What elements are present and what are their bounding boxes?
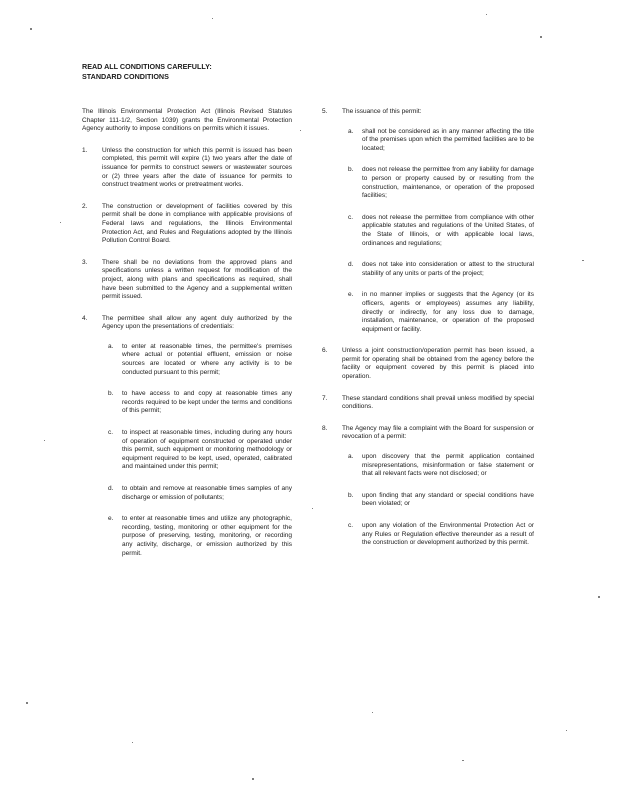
subitem-text: to have access to and copy at reasonable times any records required to be kept under the terms and conditions of this permit; <box>122 390 292 415</box>
subitem-letter: b. <box>348 491 354 499</box>
condition-3 <box>82 259 292 302</box>
condition-number: 1. <box>82 146 88 154</box>
condition-8a <box>342 453 534 479</box>
subitem-text: shall not be considered as in any manner affecting the title of the premises upon which the permitted facilities are to be located; <box>362 127 534 152</box>
subitem-letter: a. <box>108 342 114 350</box>
condition-text: These standard conditions shall prevail unless modified by special conditions. <box>342 394 534 411</box>
condition-text: The issuance of this permit: <box>342 108 422 115</box>
subitem-letter: a. <box>348 453 354 461</box>
scan-speck <box>598 596 600 598</box>
condition-5 <box>322 108 534 334</box>
scan-speck <box>300 130 301 131</box>
condition-5b <box>342 166 534 200</box>
subitem-letter: c. <box>348 213 354 221</box>
condition-number: 2. <box>82 202 88 210</box>
condition-4-subitems <box>102 343 292 558</box>
scan-speck <box>44 440 45 441</box>
condition-8b <box>342 492 534 509</box>
subitem-text: upon any violation of the Environmental Protection Act or any Rules or Regulation effective thereunder as a result of the construction or development authorized by this permit. <box>362 522 534 547</box>
subitem-letter: c. <box>348 522 354 529</box>
condition-5c <box>342 214 534 248</box>
scan-speck <box>60 222 61 223</box>
condition-4c <box>102 429 292 472</box>
scan-speck <box>212 18 213 19</box>
subitem-text: to obtain and remove at reasonable times samples of any discharge or emission of pollutants; <box>122 485 292 501</box>
scan-speck <box>486 14 487 15</box>
condition-6 <box>322 347 534 381</box>
subitem-text: to enter at reasonable times, the permittee's premises where actual or potential effluent, emission or noise sources are located or where any activity is to be conducted pursuant to this permit; <box>122 342 292 376</box>
subitem-text: does not take into consideration or attest to the structural stability of any units or parts of the project; <box>362 261 534 277</box>
subitem-letter: b. <box>348 166 354 174</box>
subitem-text: in no manner implies or suggests that the Agency (or its officers, agents or employees) assumes any liability, directly or indirectly, for any loss due to damage, installation, maintenance, or operation of the proposed equipment or facility. <box>362 291 534 333</box>
subitem-text: to inspect at reasonable times, including during any hours of operation of equipment constructed or operated under this permit, such equipment or monitoring methodology or equipment required to be kept, used, operated, calibrated and maintained under this permit; <box>122 429 292 471</box>
scan-speck <box>582 260 584 261</box>
heading-read-all: READ ALL CONDITIONS CAREFULLY: <box>82 62 212 71</box>
condition-number: 4. <box>82 314 88 322</box>
scan-speck <box>252 778 254 780</box>
scan-speck <box>372 712 373 713</box>
subitem-letter: e. <box>348 291 354 299</box>
subitem-letter: a. <box>348 127 354 135</box>
heading-standard-conditions: STANDARD CONDITIONS <box>82 72 169 81</box>
scan-speck <box>132 742 133 743</box>
right-column <box>322 108 534 561</box>
condition-number: 5. <box>322 108 328 115</box>
subitem-letter: e. <box>108 515 114 523</box>
condition-7 <box>322 395 534 412</box>
condition-4d <box>102 485 292 502</box>
condition-text: The permittee shall allow any agent duly authorized by the Agency upon the presentations of credentials: <box>102 314 292 331</box>
condition-8 <box>322 425 534 548</box>
condition-8-subitems <box>342 453 534 548</box>
subitem-text: upon finding that any standard or special conditions have been violated; or <box>362 491 534 508</box>
subitem-letter: c. <box>108 429 114 437</box>
subitem-letter: b. <box>108 390 114 398</box>
scan-speck <box>566 730 567 731</box>
subitem-text: upon discovery that the permit application contained misrepresentations, misinformation or false statement or that all relevant facts were not disclosed; or <box>362 453 534 478</box>
scan-speck <box>30 28 32 30</box>
condition-text: Unless a joint construction/operation permit has been issued, a permit for operating shall be obtained from the agency before the facility or equipment covered by this permit is placed into operation. <box>342 347 534 381</box>
condition-4 <box>82 315 292 558</box>
scan-speck <box>462 760 464 761</box>
subitem-text: to enter at reasonable times and utilize any photographic, recording, testing, monitoring or other equipment for the purpose of preserving, testing, monitoring, or recording any activity, discharge, or emission authorized by this permit. <box>122 515 292 557</box>
scan-speck <box>540 36 542 38</box>
subitem-letter: d. <box>108 485 114 492</box>
condition-5e <box>342 291 534 334</box>
subitem-text: does not release the permittee from compliance with other applicable statutes and regulations of the United States, of the State of Illinois, or with applicable local laws, ordinances and regulations; <box>362 213 534 247</box>
subitem-text: does not release the permittee from any liability for damage to person or property caused by or resulting from the construction, maintenance, or operation of the proposed facilities; <box>362 166 534 200</box>
scan-speck <box>312 508 313 509</box>
condition-text: The Agency may file a complaint with the Board for suspension or revocation of a permit: <box>342 424 534 441</box>
condition-number: 3. <box>82 258 88 266</box>
condition-number: 8. <box>322 424 328 432</box>
condition-text: There shall be no deviations from the approved plans and specifications unless a written request for modification of the project, along with plans and specifications as required, shall have been submitted to the Agency and a supplemental written permit issued. <box>102 258 292 301</box>
condition-4b <box>102 390 292 416</box>
condition-4a <box>102 343 292 377</box>
left-column <box>82 108 292 571</box>
subitem-letter: d. <box>348 261 354 269</box>
condition-number: 7. <box>322 394 328 402</box>
intro-paragraph: The Illinois Environmental Protection Act (Illinois Revised Statutes Chapter 111-1/2, Section 1039) grants the Environmental Protection Agency authority to impose conditions on permits which it issues. <box>82 108 292 133</box>
condition-4e <box>102 515 292 558</box>
condition-8c <box>342 522 534 548</box>
condition-number: 6. <box>322 347 328 355</box>
condition-text: Unless the construction for which this permit is issued has been completed, this permit will expire (1) two years after the date of issuance for permits to construct sewers or wastewater sources or (2) three years after the date of issuance for permits to construct treatment works or pretreatment works. <box>102 146 292 189</box>
condition-2 <box>82 203 292 246</box>
conditions-heading <box>82 62 212 82</box>
condition-5d <box>342 261 534 278</box>
condition-5-subitems <box>342 128 534 335</box>
condition-5a <box>342 128 534 154</box>
condition-1 <box>82 147 292 190</box>
scan-speck <box>26 702 28 704</box>
condition-text: The construction or development of facilities covered by this permit shall be done in compliance with applicable provisions of Federal laws and regulations, the Illinois Environmental Protection Act, and Rules and Regulations adopted by the Illinois Pollution Control Board. <box>102 202 292 245</box>
